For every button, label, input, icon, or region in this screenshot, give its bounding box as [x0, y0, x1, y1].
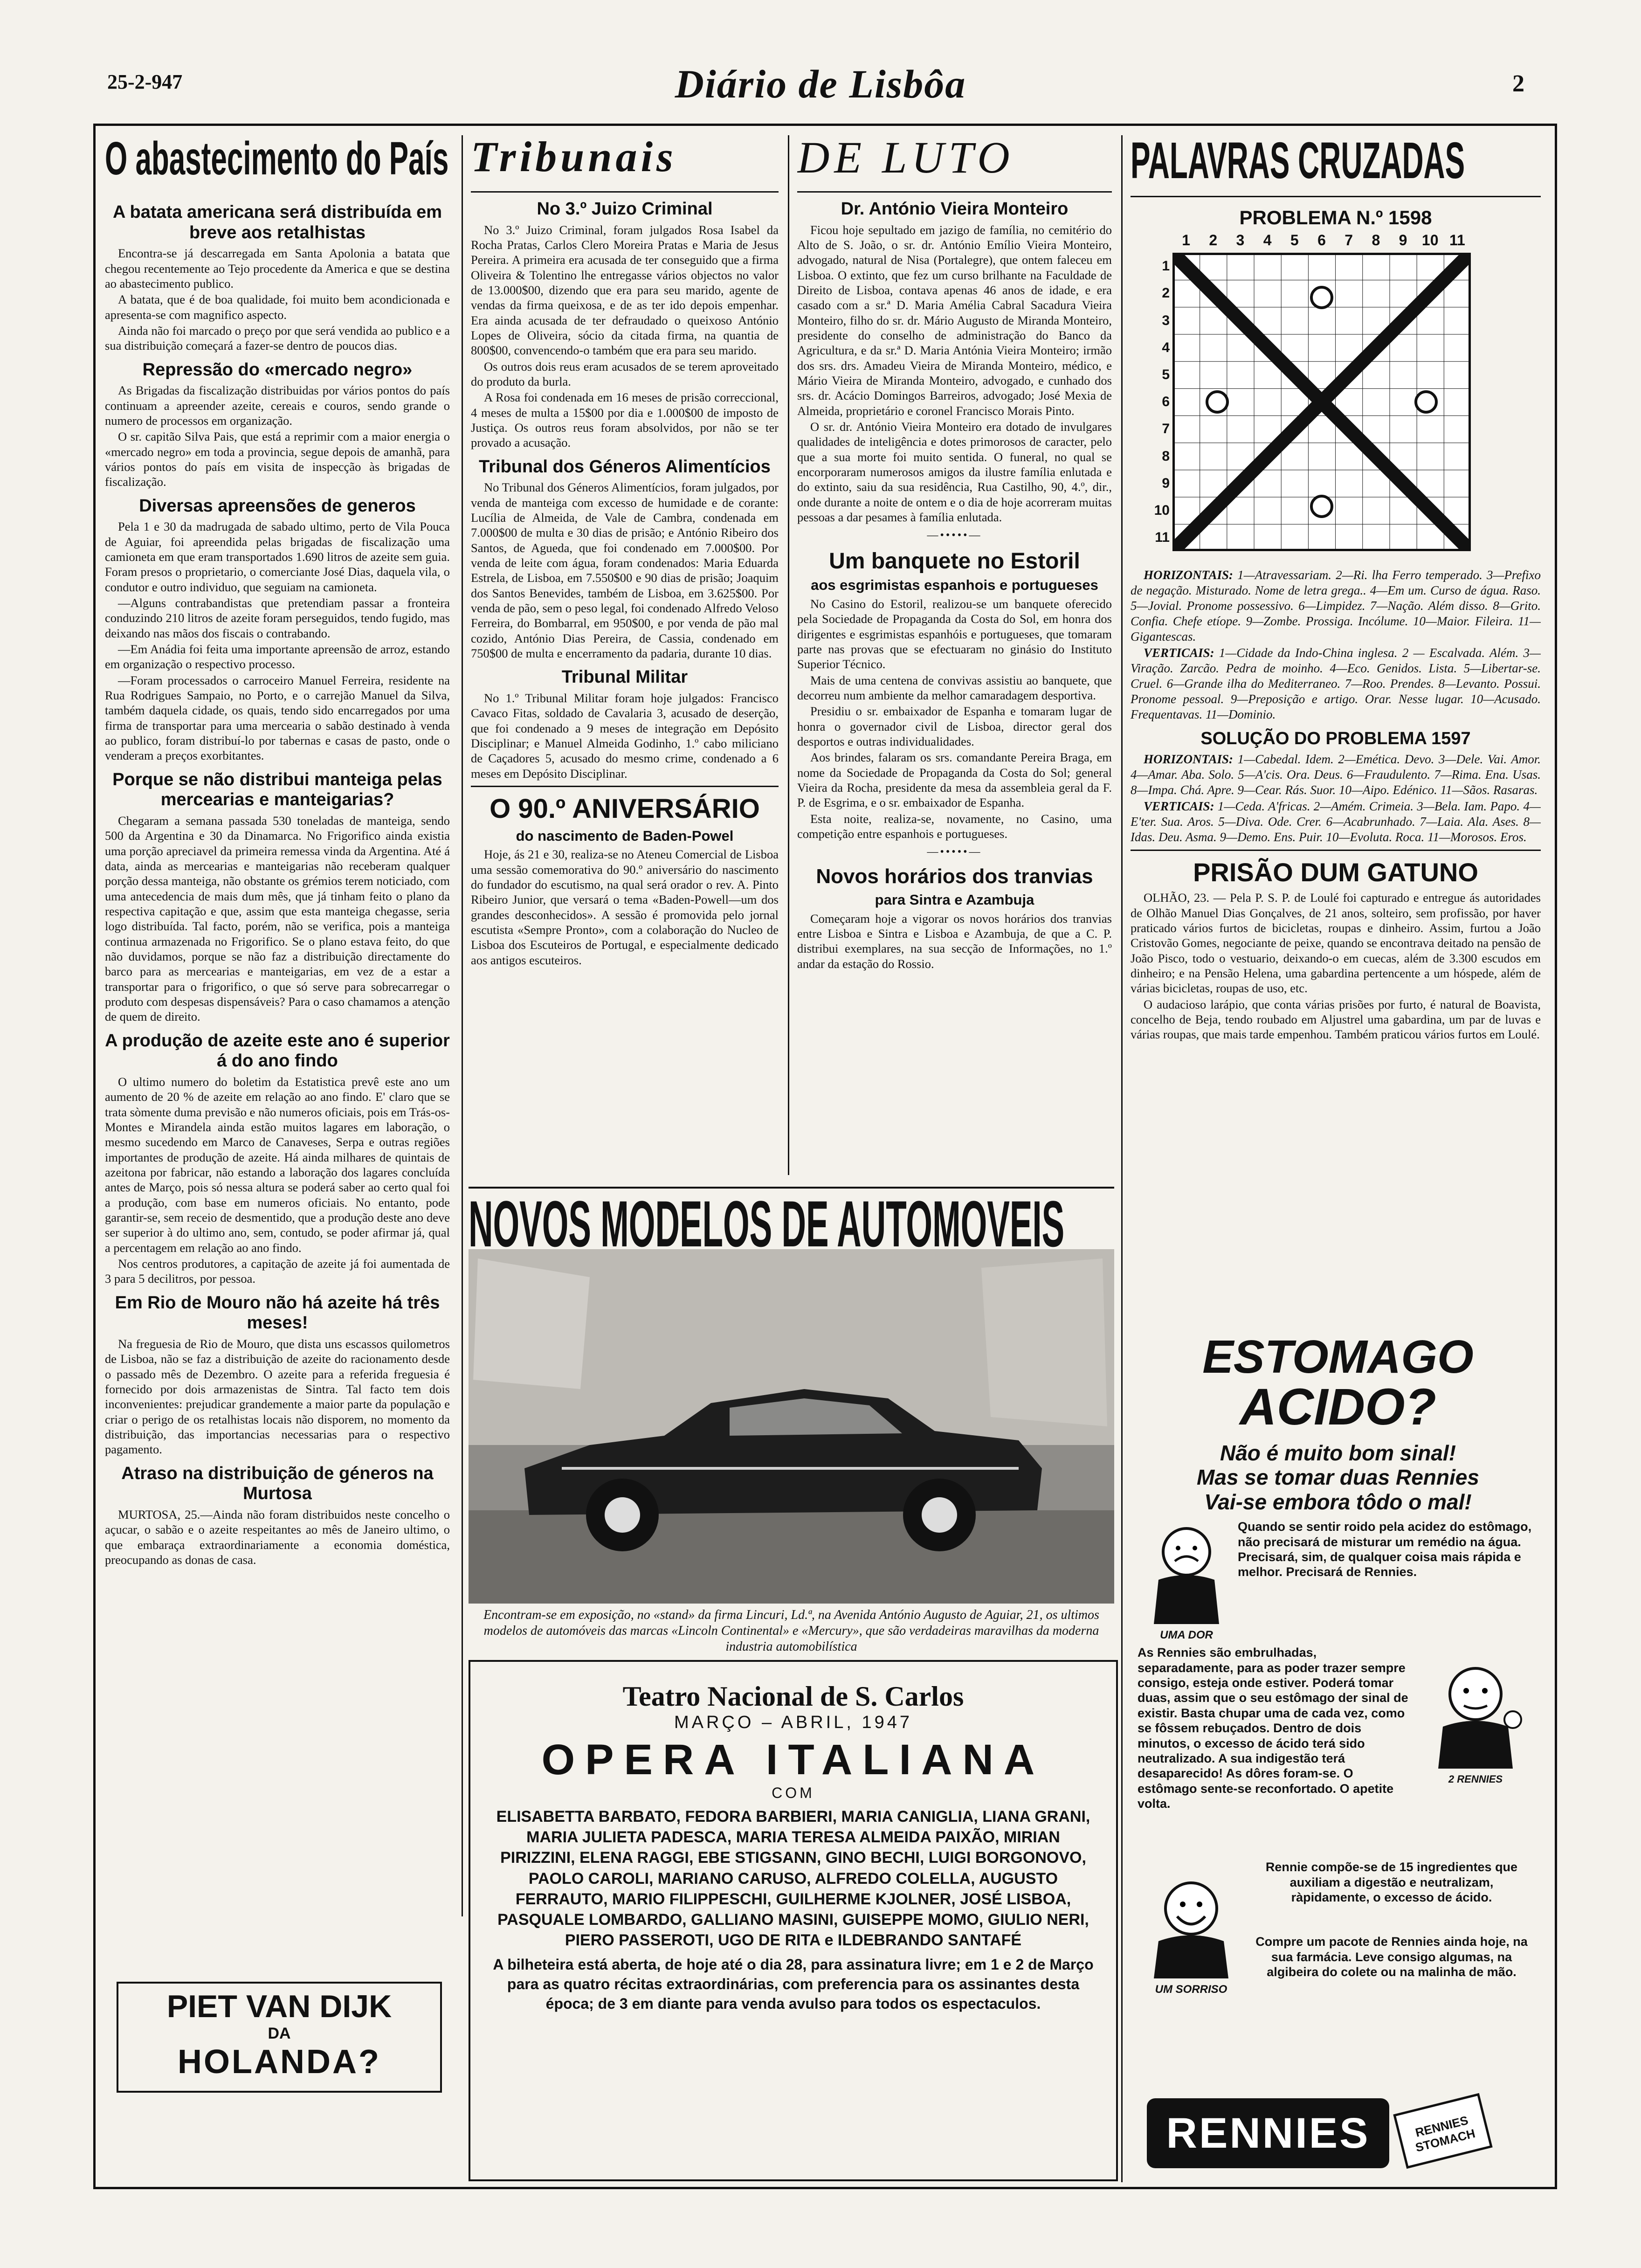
ad-text: As Rennies são embrulhadas, separadamente, para as poder trazer sempre consigo, esteja onde estiver. Poderá tomar duas, assim que o seu estômago der sinal de existir. Basta chupar uma de cada vez, como se fôssem rebuçados. Dentro de dois minutos, o excesso de ácido terá sido neutralizado. A sua indigestão terá desaparecido! As dôres foram-se. O estômago sente-se reconfortado. O apetite volta.: [1138, 1646, 1408, 1811]
figure-smile: [1138, 1874, 1245, 1996]
figure-caption: UMA DOR: [1160, 1629, 1213, 1642]
article-seizures: [105, 496, 450, 763]
brand-logo: RENNIES: [1147, 2098, 1389, 2168]
photo-caption: Encontram-se em exposição, no «stand» da firma Lincuri, Ld.ª, na Avenida António Augusto de Aguiar, 21, os ultimos modelos de automóveis das marcas «Lincoln Continental» e «Mercury», que são verdadeiras maravilhas da moderna industria automobilística: [483, 1608, 1099, 1654]
paragraph: Começaram hoje a vigorar os novos horários dos tranvias entre Lisboa e Sintra e Lisboa e Azambuja, de que a C. P. distribui exemplares, na sua secção de Informações, no 1.º andar da estação do Rossio.: [797, 911, 1112, 971]
crossword-column-number: 9: [1399, 232, 1407, 249]
ad-slogan: Mas se tomar duas Rennies: [1197, 1465, 1479, 1490]
paragraph: No Tribunal dos Géneros Alimentícios, foram julgados, por venda de manteiga com excesso de humidade e de corante: Lucília de Almeida, de Vale de Cambra, condenada em 7.000$00 de multa e 30 dias de prisão; e António Ribeiro dos Santos, de Agueda, que foi condenado em 7.000$00. Por venda de leite com água, foram condenados: Maria Eduarda Estrela, de Lisboa, em 7.550$00 e 90 dias de prisão; Joaquim dos Santos Benevides, também de Lisboa, em 3.625$00. Por venda de pão, sem o peso legal, foi condenado Alfredo Veloso Ferreira, do Bombarral, em 950$00, e por venda de pão mal cozido, António Dias Pereira, de Cassia, condenado em 750$00 de multa e encerramento da padaria, durante 10 dias.: [471, 480, 779, 660]
paragraph: Mais de uma centena de convivas assistiu ao banquete, que decorreu num ambiente da melhor camaradagem desportiva.: [797, 673, 1112, 703]
section-banner: Tribunais: [471, 135, 677, 180]
solution-down: 1—Ceda. A'fricas. 2—Amém. Crimeia. 3—Bela. Iam. Papo. 4—E'ter. Sua. Aros. 5—Diva. Ode. Crer. 6—Acabrunhado. 7—Laia. Ala. Ases. 8—Idas. Deu. Asma. 9—Demo. Ens. Puir. 10—Evoluta. Roca. 11—Morosos. Eros.: [1131, 799, 1541, 844]
label: HORIZONTAIS:: [1144, 752, 1234, 767]
headline: O 90.º ANIVERSÁRIO: [490, 793, 760, 824]
issue-date: 25-2-947: [107, 70, 183, 93]
crossword-column-number: 8: [1372, 232, 1380, 249]
paragraph: No 3.º Juizo Criminal, foram julgados Rosa Isabel da Rocha Pratas, Carlos Clero Moreira Pratas e Maria de Jesus Pereira. A primeira era acusada de ter conseguido que a firma Oliveira & Tolentino lhe entregasse vários objectos no valor de 13.000$00, dizendo que era para seu marido, agente de vendas da firma queixosa, e de as ter ido depois empenhar. Era ainda acusada de ter defraudado o queixoso António Lopes de Oliveira, sócio da citada firma, na quantia de 800$00, convencendo-o também que era para seu marido.: [471, 222, 779, 358]
solution-title: SOLUÇÃO DO PROBLEMA 1597: [1200, 728, 1471, 748]
paragraph: As Brigadas da fiscalização distribuidas por vários pontos do país continuam a apreender azeite, cereais e couros, sendo grande o numero de processos em organização.: [105, 383, 450, 428]
crossword-row-number: 4: [1162, 339, 1170, 355]
crossword-column-number: 2: [1209, 232, 1218, 249]
column-obituaries: [797, 135, 1112, 1175]
headline: A batata americana será distribuída em breve aos retalhistas: [112, 202, 442, 242]
paragraph: A batata, que é de boa qualidade, foi muito bem acondicionada e apresenta-se com magnifico aspecto.: [105, 292, 450, 322]
paragraph: Chegaram a semana passada 530 toneladas de manteiga, sendo 500 da Argentina e 30 da Dinamarca. No Frigorifico ainda existia uma porção apreciavel da primeira remessa vinda da Argentina. Até á data, ainda as mercearias e manteigarias não receberam qualquer porção dessa manteiga, não obstante os grémios terem noticiado, com uma antecedencia de mais dum mês, que já tinham feito o plano da respectiva capitação e que, assim que esta manteiga chegasse, seria logo distribuída. Tal facto, porém, não se verifica, pois a manteiga continua armazenada no Frigorifico. Se o plano estava feito, do que não duvidamos, porque se não faz a distribuição directamente do barco para as mercearias e manteigarias, em vez de a estar a transportar para o frigorifico, o que só serve para sobrecarregar o produto com despesas dispensáveis? Para o caso chamamos a atenção de quem de direito.: [105, 813, 450, 1024]
paragraph: Nos centros produtores, a capitação de azeite já foi aumentada de 3 para 5 decilitros, por pessoa.: [105, 1256, 450, 1286]
paragraph: No 1.º Tribunal Militar foram hoje julgados: Francisco Cavaco Fitas, soldado de Cavalaria 3, acusado de deserção, que foi condenado a 9 meses de integração em Depósito Disciplinar; e Manuel Almeida Godinho, 1.º cabo miliciano de Caçadores 5, acusado do mesmo crime, condenado a 6 meses em Depósito Disciplinar.: [471, 691, 779, 781]
paragraph: Presidiu o sr. embaixador de Espanha e tomaram lugar de honra o governador civil de Lisboa, director geral dos desportos e outras individualidades.: [797, 704, 1112, 749]
column-rule: [788, 135, 789, 1175]
crossword-column-numbers: [1172, 232, 1471, 250]
ad-line: HOLANDA?: [178, 2043, 381, 2081]
ad-text: Rennie compõe-se de 15 ingredientes que auxiliam a digestão e neutralizam, ràpidamente, o excesso de ácido.: [1265, 1860, 1518, 1904]
crossword-problem-title: PROBLEMA N.º 1598: [1239, 207, 1432, 228]
crossword-column-number: 4: [1263, 232, 1272, 249]
separator: —•••••—: [927, 529, 982, 542]
ad-rennies: [1138, 1331, 1538, 2182]
crossword-column-number: 10: [1421, 232, 1439, 249]
article-olive-oil: [105, 1031, 450, 1286]
ad-headline: ACIDO?: [1240, 1378, 1436, 1436]
crossword-row-number: 5: [1162, 367, 1170, 383]
headline: Tribunal Militar: [561, 667, 688, 687]
ad-dates: MARÇO – ABRIL, 1947: [674, 1713, 913, 1732]
label: VERTICAIS:: [1144, 799, 1214, 814]
column-rule: [462, 135, 463, 1916]
ad-piet-van-dijk: [117, 1982, 442, 2093]
column-rule: [1121, 135, 1123, 2182]
article-butter: [105, 770, 450, 1024]
paragraph: Ainda não foi marcado o preço por que será vendida ao publico e a sua distribuição começará a fazer-se dentro de poucos dias.: [105, 324, 450, 353]
ad-title: Teatro Nacional de S. Carlos: [622, 1681, 964, 1712]
subheadline: aos esgrimistas espanhois e portugueses: [811, 577, 1098, 594]
article-potatoes: [105, 202, 450, 353]
paragraph: A Rosa foi condenada em 16 meses de prisão correccional, 4 meses de multa a 15$00 por dia e 1.000$00 de imposto de Justiça. Os outros reus foram absolvidos, por não se ter provado a acusação.: [471, 390, 779, 450]
ad-line: DA: [268, 2025, 291, 2042]
headline: A produção de azeite este ano é superior á do ano findo: [105, 1030, 450, 1071]
paragraph: —Foram processados o carroceiro Manuel Ferreira, residente na Rua Rodrigues Sampaio, no Porto, e o carrejão Manuel da Silva, também daquela cidade, os quais, tendo sido encarregados por uma firma de transportar para uma mercearia o sabão destinado à venda ao publico, foram distribuí-lo por tabernas e casas de pasto, onde o venderam a preços exorbitantes.: [105, 673, 450, 763]
paragraph: Na freguesia de Rio de Mouro, que dista uns escassos quilometros de Lisboa, não se faz a distribuição de azeite do racionamento desde o passado mês de Dezembro. O azeite para a referida freguesia é fornecido por dois armazenistas de Sintra. Tal facto tem dois inconvenientes: prejudicar grandemente a maior parte da população e criar o perigo de os retalhistas locais não disporem, no momento da distribuição, das importancias necessarias para o respectivo pagamento.: [105, 1336, 450, 1457]
smiling-man-icon: [1140, 1874, 1242, 1981]
crossword-row-number: 10: [1154, 502, 1170, 518]
section-banner: O abastecimento do País: [105, 135, 449, 185]
crossword-row-number: 1: [1162, 258, 1170, 274]
newspaper-title: Diário de Lisbôa: [675, 62, 966, 106]
crossword-row-number: 2: [1162, 285, 1170, 301]
headline: Novos horários dos tranvias: [816, 865, 1093, 888]
ad-line: PIET VAN DIJK: [166, 1989, 392, 2024]
paragraph: O audacioso larápio, que conta várias prisões por furto, é natural de Boavista, concelho de Beja, tendo roubado em Aljustrel uma gabardina, um par de luvas e várias roupas, que mais tarde empenhou. Também praticou vários furtos em Loulé.: [1131, 997, 1541, 1042]
headline: Repressão do «mercado negro»: [142, 360, 413, 380]
ad-slogan: Vai-se embora tôdo o mal!: [1204, 1490, 1472, 1514]
crossword-grid: [1172, 253, 1471, 551]
crossword-column-number: 3: [1236, 232, 1245, 249]
crossword-row-number: 3: [1162, 312, 1170, 328]
crossword-column-number: 7: [1345, 232, 1353, 249]
ad-slogan: Não é muito bom sinal!: [1220, 1440, 1456, 1465]
figure-caption: 2 RENNIES: [1448, 1773, 1503, 1785]
crossword-row-number: 7: [1162, 421, 1170, 437]
man-in-pain-icon: [1140, 1519, 1233, 1626]
headline: Atraso na distribuição de géneros na Murtosa: [121, 1463, 434, 1504]
paragraph: O sr. dr. António Vieira Monteiro era dotado de invulgares qualidades de inteligência e dotes primorosos de caracter, pelo que a sua morte foi muito sentida. O funeral, no qual se encorporaram numerosos amigos da ilustre família enlutada e do extinto, saiu da sua residência, Rua Castilho, 90, 4.º, dir., onde durante a noite de ontem e o dia de hoje acorreram muitas pessoas a dar pesames à família enlutada.: [797, 419, 1112, 524]
crossword-row-number: 11: [1155, 530, 1170, 546]
ad-footer: A bilheteira está aberta, de hoje até o dia 28, para assinatura livre; em 1 e 2 de Março para as quatro récitas extraordinárias, com preferencia para os assinantes desta época; de 3 em diante para venda avulso para todos os espectaculos.: [493, 1956, 1094, 2012]
clues-across: 1—Atravessariam. 2—Ri. lha Ferro temperado. 3—Prefixo de negação. Misturado. Nome de letra grega.. 4—Em um. Curso de água. Raso. 5—Jovial. Pronome possessivo. 6—Limpidez. 7—Nação. Além disso. 8—Grito. Confia. Chefe etíope. 9—Zombe. Prossiga. Incólume. 10—Maior. Fileira. 11—Gigantescas.: [1131, 568, 1541, 644]
ad-cast: ELISABETTA BARBATO, FEDORA BARBIERI, MARIA CANIGLIA, LIANA GRANI, MARIA JULIETA PADESCA, MARIA TERESA ALMEIDA PAIXÃO, MIRIAN PIRIZZINI, ELENA RAGGI, EBE STIGSANN, GINO BECHI, LUIGI BORGONOVO, PAOLO CAROLI, MARIANO CARUSO, ALFREDO COLELLA, AUGUSTO FERRAUTO, MARIO FILIPPESCHI, GUILHERME KJOLNER, JOSÉ LISBOA, PASQUALE LOMBARDO, GALLIANO MASINI, GUISEPPE MOMO, GIULIO NERI, PIERO PASSEROTI, UGO DE RITA e ILDEBRANDO SANTAFÉ: [496, 1808, 1090, 1950]
paragraph: Ficou hoje sepultado em jazigo de família, no cemitério do Alto de S. João, o sr. dr. António Emílio Vieira Monteiro, advogado, natural de Nisa (Portalegre), que ontem faleceu em Lisboa. O extinto, que fez um curso brilhante na Faculdade de Direito de Lisboa, contava apenas 46 anos de idade, e era casado com a sr.ª D. Maria Amélia Cabral Sacadura Vieira Monteiro, filho do sr. dr. Mário Augusto de Miranda Monteiro, presidente do conselho de administração do Banco da Agricultura, e da sr.ª D. Maria Antónia Vieira Monteiro; irmão dos srs. drs. Amadeu Vieira de Miranda Monteiro, médico, e Mário Vieira de Miranda Monteiro, advogado, e cunhado dos srs. dr. Acácio Domingos Barreiros, advogado; José Mexia de Almeida, proprietário e coronel Francisco Morais Pinto.: [797, 222, 1112, 418]
masthead: [0, 56, 1641, 121]
crossword-row-number: 9: [1162, 475, 1170, 491]
headline: Porque se não distribui manteiga pelas mercearias e manteigarias?: [112, 769, 442, 810]
label: HORIZONTAIS:: [1144, 568, 1234, 582]
ad-text: Compre um pacote de Rennies ainda hoje, na sua farmácia. Leve consigo algumas, na algibeira do colete ou na malinha de mão.: [1255, 1935, 1528, 1979]
subheadline: para Sintra e Azambuja: [875, 891, 1034, 908]
separator: —•••••—: [927, 846, 982, 858]
ad-opera: [469, 1660, 1118, 2181]
solution-across: 1—Cabedal. Idem. 2—Emética. Devo. 3—Dele. Vai. Amor. 4—Amar. Aba. Solo. 5—A'cis. Ora. Deus. 6—Fraudulento. 7—Rima. Ena. Usas. 8—Impa. Chá. Apre. 9—Cear. Rás. Suor. 10—Aipo. Edénico. 11—Sãos. Rasaras.: [1131, 752, 1541, 797]
man-with-tablets-icon: [1420, 1659, 1531, 1771]
page-number: 2: [1512, 70, 1524, 97]
headline: Um banquete no Estoril: [829, 549, 1080, 574]
headline: Diversas apreensões de generos: [139, 496, 416, 516]
ad-headline: OPERA ITALIANA: [541, 1736, 1045, 1784]
product-pack: RENNIES STOMACH: [1393, 2093, 1492, 2169]
headline: PRISÃO DUM GATUNO: [1193, 857, 1478, 887]
paragraph: Hoje, ás 21 e 30, realiza-se no Ateneu Comercial de Lisboa uma sessão comemorativa do 90.º aniversário do nascimento do fundador do escutismo, na qual será orador o rev. A. Pinto Ribeiro Junior, que versará o tema «Baden-Powell—um dos grandes desconhecidos». A sessão é promovida pelo jornal escutista «Sempre Pronto», com a colaboração do Nucleo de Lisboa dos Escuteiros de Portugal, e especialmente dedicado aos antigos escuteiros.: [471, 847, 779, 967]
headline: Tribunal dos Géneros Alimentícios: [479, 456, 771, 477]
ad-headline: ESTOMAGO: [1202, 1331, 1474, 1383]
section-banner: NOVOS MODELOS DE AUTOMOVEIS: [469, 1189, 1065, 1249]
paragraph: Pela 1 e 30 da madrugada de sabado ultimo, perto de Vila Pouca de Aguiar, foi apreendida pelas brigadas de fiscalização uma camioneta em que eram transportados 1.690 litros de azeite sem guia. Foram presos o proprietario, o comerciante José Dias, daquela vila, o condutor e outro individuo, que seguiam na camioneta.: [105, 519, 450, 594]
paragraph: Os outros dois reus eram acusados de se terem aproveitado do produto da burla.: [471, 359, 779, 388]
paragraph: Esta noite, realiza-se, novamente, no Casino, uma competição entre espanhois e portugueses.: [797, 811, 1112, 841]
paragraph: O ultimo numero do boletim da Estatistica prevê este ano um aumento de 20 % de azeite em relação ao ano findo. E' claro que se trata sòmente duma previsão e não numeros oficiais, pois em Trás-os-Montes e Mirandela ainda estão muitos lagares em laboração, o mesmo sucedendo em Marco de Canaveses, Serpa e outras regiões importantes de produção de azeite. Há ainda milhares de quintais de azeitona por fabricar, não estando a laboração dos lagares concluída antes de Março, pois só nessa altura se poderá saber ao certo qual foi a produção, com base em numeros oficiais. No entanto, pode garantir-se, sem receio de desmentido, que a produção deste ano deve ser superior à do ultimo ano, sem, contudo, se poder afirmar já, qual a percentagem em relação ao ano findo.: [105, 1074, 450, 1255]
paragraph: —Alguns contrabandistas que pretendiam passar a fronteira conduzindo 210 litros de azeite foram perseguidos, tendo fugido, mas deixando nas mãos dos fiscais o contrabando.: [105, 595, 450, 640]
paragraph: —Em Anádia foi feita uma importante apreensão de arroz, estando em organização o respectivo processo.: [105, 642, 450, 671]
crossword-column-number: 5: [1290, 232, 1299, 249]
column-supply: [105, 135, 450, 2178]
headline: No 3.º Juizo Criminal: [537, 199, 713, 219]
headline: Em Rio de Mouro não há azeite há três meses!: [115, 1293, 440, 1333]
paragraph: O sr. capitão Silva Pais, que está a reprimir com a maior energia o «mercado negro» em toda a provincia, segue depois de amanhã, para vários pontos do país em visita de inspecção às brigadas de fiscalização.: [105, 429, 450, 489]
article-rio-de-mouro: [105, 1293, 450, 1457]
figure-tablets: [1417, 1659, 1534, 1785]
crossword-column-number: 6: [1317, 232, 1326, 249]
paragraph: No Casino do Estoril, realizou-se um banquete oferecido pela Sociedade de Propaganda da Costa do Sol, em honra dos dirigentes e esgrimistas espanhóis e portugueses, que tomaram parte nas provas que se efectuaram no ginásio do Instituto Superior Técnico.: [797, 597, 1112, 671]
crossword-row-number: 8: [1162, 448, 1170, 464]
paragraph: OLHÃO, 23. — Pela P. S. P. de Loulé foi capturado e entregue ás autoridades de Olhão Manuel Dias Gonçalves, de 21 anos, solteiro, sem profissão, por haver praticado vários furtos de bicicletas, roupas e dinheiro. Assim, furtou a João Cristovão Gomes, negociante de peixe, quando se encontrava deitado na pensão de João Pisco, todo o vestuario, deixando-o em cuecas, além de 3.300 escudos em dinheiro; e na Pensão Helena, uma gabardina pertencente a um hóspede, além de várias bicicletas, roupas de uso, etc.: [1131, 891, 1541, 996]
car-photo: [469, 1249, 1114, 1604]
paragraph: Encontra-se já descarregada em Santa Apolonia a batata que chegou recentemente ao Tejo procedente da America e que se destina ao abastecimento publico.: [105, 246, 450, 291]
ad-com: COM: [772, 1784, 815, 1801]
clues-down: 1—Cidade da Indo-China inglesa. 2 — Escalvada. Além. 3—Viração. Zarcão. Pedra de moinho. 4—Eco. Genidos. Lista. 5—Libertar-se. Cruel. 6—Grande ilha do Mediterraneo. 7—Roo. Prendes. 8—Levanto. Possui. Pronome pessoal. 9—Preposição e artigo. Orar. Nesse lugar. 10—Acusado. Frequentavas. 11—Dominio.: [1131, 645, 1541, 721]
column-courts: [471, 135, 779, 1175]
figure-pain: [1138, 1519, 1235, 1642]
headline: Dr. António Vieira Monteiro: [841, 199, 1069, 219]
section-banner: DE LUTO: [797, 135, 1014, 182]
figure-caption: UM SORRISO: [1155, 1983, 1227, 1996]
ad-text: Quando se sentir roido pela acidez do estômago, não precisará de misturar um remédio na água. Precisará, sim, de qualquer coisa mais rápida e melhor. Precisará de Rennies.: [1238, 1520, 1532, 1579]
crossword-area: [1131, 232, 1541, 567]
subheadline: do nascimento de Baden-Powel: [516, 827, 734, 844]
section-banner: PALAVRAS CRUZADAS: [1131, 135, 1465, 189]
paragraph: MURTOSA, 25.—Ainda não foram distribuidos neste concelho o açucar, o sabão e o azeite respeitantes ao mês de Janeiro ultimo, o que embaraça extraordinariamente a economia doméstica, preocupando as donas de casa.: [105, 1507, 450, 1567]
crossword-column-number: 1: [1182, 232, 1190, 249]
article-black-market: [105, 360, 450, 490]
crossword-row-numbers: [1149, 253, 1168, 551]
crossword-column-number: 11: [1449, 232, 1465, 249]
cars-feature: [469, 1187, 1114, 1655]
paragraph: Aos brindes, falaram os srs. comandante Pereira Braga, em nome da Sociedade de Propaganda da Costa do Sol; general Vieira da Rocha, presidente da mesa da assembleia geral da F. P. de Esgrima, e o sr. embaixador de Espanha.: [797, 750, 1112, 810]
article-murtosa: [105, 1464, 450, 1568]
crossword-row-number: 6: [1162, 394, 1170, 410]
label: VERTICAIS:: [1144, 645, 1214, 660]
